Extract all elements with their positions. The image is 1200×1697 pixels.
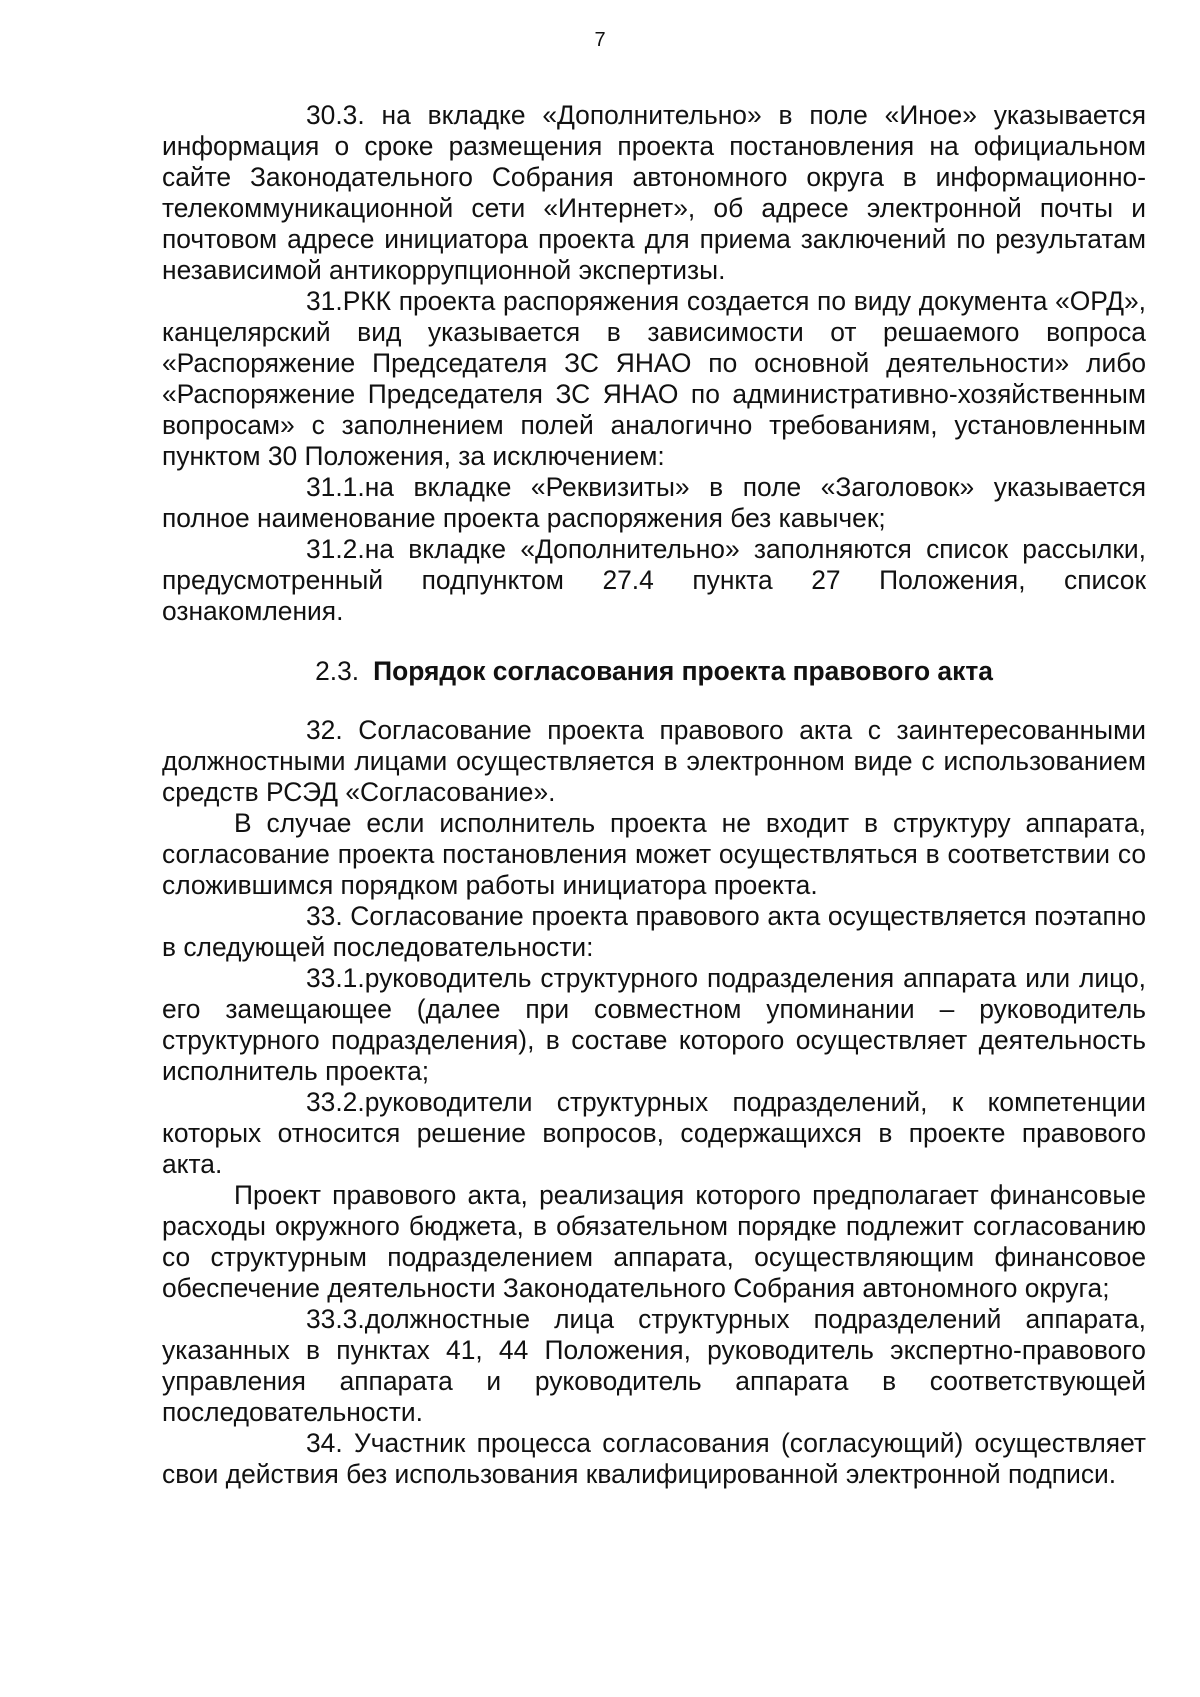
- paragraph-31: [162, 286, 1146, 472]
- paragraph-number: 33.1.: [306, 963, 365, 993]
- paragraph-text: РКК проекта распоряжения создается по виду документа «ОРД», канцелярский вид указывается в зависимости от решаемого вопроса «Распоряжение Председателя ЗС ЯНАО по основной деятельности» либо «Распоряжение Председателя ЗС ЯНАО по административно-хозяйственным вопросам» с заполнением полей аналогично требованиям, установленным пунктом 30 Положения, за исключением:: [162, 286, 1146, 471]
- paragraph-number: 33.: [306, 901, 343, 931]
- paragraph-number: 31.2.: [306, 534, 365, 564]
- paragraph-31-2: [162, 534, 1146, 627]
- section-title: Порядок согласования проекта правового акта: [373, 656, 993, 686]
- paragraph-text: должностные лица структурных подразделений аппарата, указанных в пунктах 41, 44 Положения, руководитель экспертно-правового управления аппарата и руководитель аппарата в соответствующей последовательности.: [162, 1304, 1146, 1427]
- paragraph-30-3: [162, 100, 1146, 286]
- paragraph-number: 32.: [306, 715, 343, 745]
- paragraph-33-2-note: [162, 1180, 1146, 1304]
- section-number: 2.3.: [315, 656, 360, 686]
- paragraph-text: Согласование проекта правового акта с заинтересованными должностными лицами осуществляется в электронном виде с использованием средств РСЭД «Согласование».: [162, 715, 1146, 807]
- paragraph-32: [162, 715, 1146, 808]
- paragraph-33-3: [162, 1304, 1146, 1428]
- paragraph-number: 34.: [306, 1428, 343, 1458]
- paragraph-number: 30.3.: [306, 100, 365, 130]
- paragraph-number: 33.3.: [306, 1304, 365, 1334]
- paragraph-number: 31.1.: [306, 472, 365, 502]
- paragraph-text: руководители структурных подразделений, к компетенции которых относится решение вопросов, содержащихся в проекте правового акта.: [162, 1087, 1146, 1179]
- paragraph-number: 31.: [306, 286, 343, 316]
- paragraph-text: В случае если исполнитель проекта не входит в структуру аппарата, согласование проекта постановления может осуществляться в соответствии со сложившимся порядком работы инициатора проекта.: [162, 808, 1146, 900]
- document-body: [162, 100, 1146, 1490]
- paragraph-text: Участник процесса согласования (согласующий) осуществляет свои действия без использования квалифицированной электронной подписи.: [162, 1428, 1146, 1489]
- paragraph-text: на вкладке «Дополнительно» в поле «Иное» указывается информация о сроке размещения проекта постановления на официальном сайте Законодательного Собрания автономного округа в информационно-телекоммуникационной сети «Интернет», об адресе электронной почты и почтовом адресе инициатора проекта для приема заключений по результатам независимой антикоррупционной экспертизы.: [162, 100, 1146, 285]
- paragraph-32-note: [162, 808, 1146, 901]
- paragraph-text: на вкладке «Реквизиты» в поле «Заголовок» указывается полное наименование проекта распоряжения без кавычек;: [162, 472, 1146, 533]
- page-number: 7: [594, 29, 606, 51]
- paragraph-34: [162, 1428, 1146, 1490]
- paragraph-number: 33.2.: [306, 1087, 365, 1117]
- paragraph-text: на вкладке «Дополнительно» заполняются список рассылки, предусмотренный подпунктом 27.4 пункта 27 Положения, список ознакомления.: [162, 534, 1146, 626]
- paragraph-text: Согласование проекта правового акта осуществляется поэтапно в следующей последовательности:: [162, 901, 1146, 962]
- paragraph-33-2: [162, 1087, 1146, 1180]
- paragraph-text: руководитель структурного подразделения аппарата или лицо, его замещающее (далее при совместном упоминании – руководитель структурного подразделения), в составе которого осуществляет деятельность исполнитель проекта;: [162, 963, 1146, 1086]
- section-heading: [162, 656, 1146, 687]
- paragraph-text: Проект правового акта, реализация которого предполагает финансовые расходы окружного бюджета, в обязательном порядке подлежит согласованию со структурным подразделением аппарата, осуществляющим финансовое обеспечение деятельности Законодательного Собрания автономного округа;: [162, 1180, 1146, 1303]
- paragraph-33: [162, 901, 1146, 963]
- paragraph-33-1: [162, 963, 1146, 1087]
- paragraph-31-1: [162, 472, 1146, 534]
